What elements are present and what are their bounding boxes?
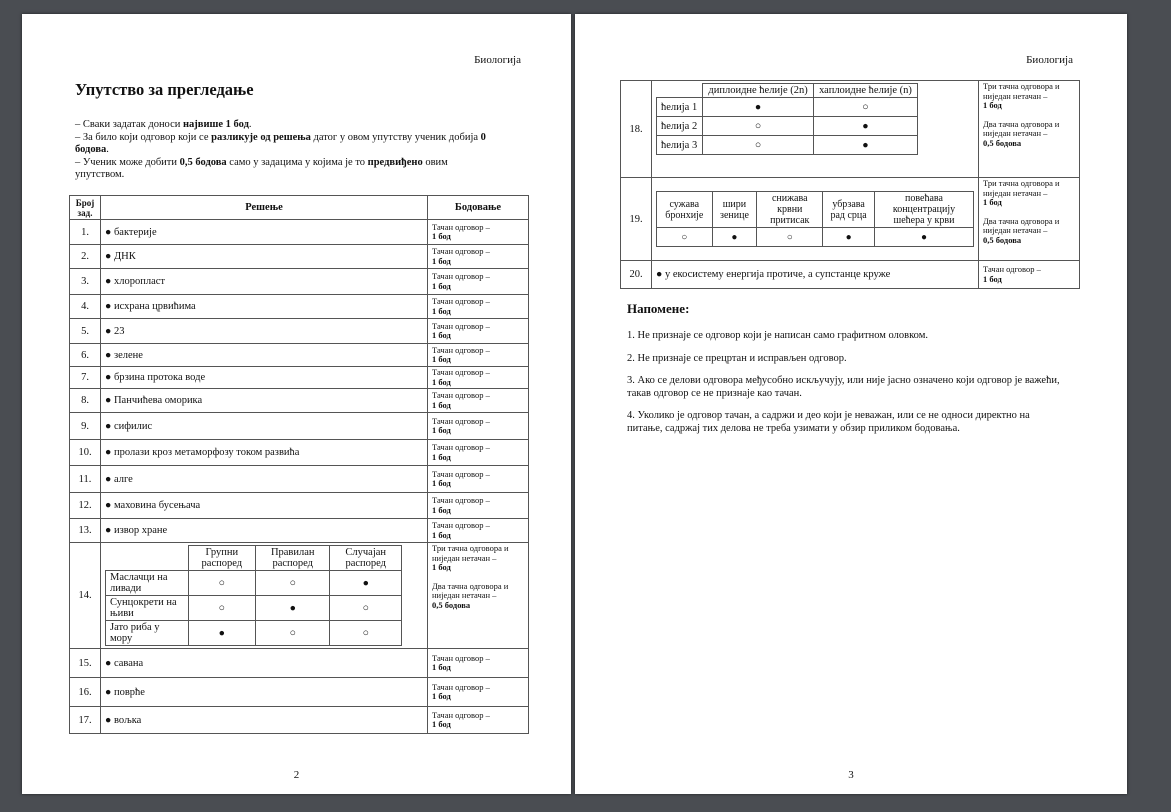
task-answer: ● пролази кроз метаморфозу током развића [101, 440, 428, 466]
score-cell: Тачан одговор – 1 бод [428, 220, 529, 245]
task-18-grid [656, 83, 918, 155]
task-number: 10. [70, 440, 101, 466]
grid-column-header: Групни распоред [188, 546, 255, 571]
task-number: 5. [70, 319, 101, 344]
notes-title: Напомене: [627, 301, 690, 316]
task-number: 4. [70, 295, 101, 319]
instruction-1: – Сваки задатак доноси највише 1 бод. [75, 119, 252, 130]
table-row [70, 413, 529, 440]
grid-row [657, 136, 918, 155]
running-head: Биологија [474, 54, 521, 66]
task-answer: ● Панчићева оморика [101, 389, 428, 413]
table-row [70, 649, 529, 678]
grid-row-label: Сунцокрети на њиви [106, 596, 189, 621]
task-number: 17. [70, 707, 101, 734]
answer-mark: ● [875, 228, 974, 247]
grid-column-header: диплоидне ћелије (2n) [703, 84, 814, 98]
instruction-3: – Ученик може добити 0,5 бодова само у задацима у којима је то предвиђено овим упутством. [75, 156, 448, 180]
table-row [70, 440, 529, 466]
task-answer: ● сифилис [101, 413, 428, 440]
answer-mark: ● [188, 621, 255, 646]
answer-mark: ● [330, 571, 402, 596]
answer-mark: ○ [330, 596, 402, 621]
score-cell: Тачан одговор – 1 бод [428, 519, 529, 543]
table-row [70, 678, 529, 707]
task-19-grid [656, 191, 974, 247]
answer-mark: ○ [188, 571, 255, 596]
task-answer: ● извор хране [101, 519, 428, 543]
task-19-answer [652, 178, 979, 261]
answer-mark: ● [712, 228, 757, 247]
task-number: 20. [621, 261, 652, 289]
score-cell: Тачан одговор – 1 бод [428, 295, 529, 319]
grid-row [106, 621, 402, 646]
answer-mark: ● [813, 136, 917, 155]
task-answer: ● вољка [101, 707, 428, 734]
page-2 [22, 14, 571, 794]
task-answer: ● 23 [101, 319, 428, 344]
answer-mark: ● [256, 596, 330, 621]
task-number: 19. [621, 178, 652, 261]
task-number: 2. [70, 245, 101, 269]
score-cell-multi: Три тачна одговора и ниједан нетачан – 1 бод Два тачна одговора и ниједан нетачан – 0,5 бодова [979, 178, 1080, 261]
answer-mark: ○ [256, 571, 330, 596]
task-number: 1. [70, 220, 101, 245]
table-row [70, 367, 529, 389]
grid-column-header: убрзава рад срца [823, 192, 875, 228]
table-row [70, 519, 529, 543]
grid-row-label: Јато риба у мору [106, 621, 189, 646]
grid-corner [106, 546, 189, 571]
note-item: 4. Уколико је одговор тачан, а садржи и део који је неважан, или се не односи директно на питање, садржај тих делова не треба узимати у обзир приликом бодовања. [627, 410, 1030, 434]
table-row [70, 389, 529, 413]
task-number: 14. [70, 543, 101, 649]
instruction-2: – За било који одговор који се разликује од решења датог у овом упутству ученик добија 0 бодова. [75, 131, 486, 155]
score-cell: Тачан одговор – 1 бод [428, 678, 529, 707]
answer-mark: ○ [703, 136, 814, 155]
task-number: 6. [70, 344, 101, 367]
instructions [75, 119, 495, 182]
table-row [70, 245, 529, 269]
task-answer: ● бактерије [101, 220, 428, 245]
score-cell: Тачан одговор – 1 бод [428, 649, 529, 678]
answer-mark: ○ [256, 621, 330, 646]
task-answer: ● у екосистему енергија протиче, а супстанце круже [652, 261, 979, 289]
table-row-20 [621, 261, 1080, 289]
table-row-18 [621, 81, 1080, 178]
score-cell: Тачан одговор – 1 бод [428, 245, 529, 269]
score-cell: Тачан одговор – 1 бод [428, 269, 529, 295]
solutions-table-continued [620, 80, 1080, 289]
task-answer: ● ДНК [101, 245, 428, 269]
task-answer: ● брзина протока воде [101, 367, 428, 389]
header-task-number: Број зад. [70, 196, 101, 220]
page-number: 2 [293, 769, 300, 781]
grid-row [106, 596, 402, 621]
table-row [70, 269, 529, 295]
grid-row [106, 571, 402, 596]
table-row [70, 295, 529, 319]
task-answer: ● савана [101, 649, 428, 678]
score-cell: Тачан одговор – 1 бод [979, 261, 1080, 289]
task-answer: ● зелене [101, 344, 428, 367]
table-row [70, 707, 529, 734]
task-number: 12. [70, 493, 101, 519]
score-cell: Тачан одговор – 1 бод [428, 707, 529, 734]
answer-mark: ● [813, 117, 917, 136]
task-14-answer [101, 543, 428, 649]
solutions-body [70, 220, 529, 734]
grid-row [657, 228, 974, 247]
grid-header-row [657, 84, 918, 98]
answer-mark: ○ [703, 117, 814, 136]
grid-column-header: снижава крвни притисак [757, 192, 823, 228]
score-cell: Тачан одговор – 1 бод [428, 367, 529, 389]
task-14-grid [105, 545, 402, 646]
score-cell: Тачан одговор – 1 бод [428, 413, 529, 440]
grid-row [657, 117, 918, 136]
task-number: 9. [70, 413, 101, 440]
grid-column-header: сужава бронхије [657, 192, 713, 228]
answer-mark: ○ [757, 228, 823, 247]
header-solution: Решење [101, 196, 428, 220]
grid-row-label: Маслачци на ливади [106, 571, 189, 596]
score-cell: Тачан одговор – 1 бод [428, 319, 529, 344]
grid-column-header: хаплоидне ћелије (n) [813, 84, 917, 98]
answer-mark: ● [703, 98, 814, 117]
grid-row-label: ћелија 2 [657, 117, 703, 136]
table-row [70, 466, 529, 493]
grid-column-header: Правилан распоред [256, 546, 330, 571]
grid-column-header: повећава концентрацију шећера у крви [875, 192, 974, 228]
task-answer: ● исхрана црвићима [101, 295, 428, 319]
table-row [70, 344, 529, 367]
task-number: 11. [70, 466, 101, 493]
score-cell-multi: Три тачна одговора и ниједан нетачан – 1 бод Два тачна одговора и ниједан нетачан – 0,5 бодова [428, 543, 529, 649]
task-number: 13. [70, 519, 101, 543]
task-number: 8. [70, 389, 101, 413]
score-cell: Тачан одговор – 1 бод [428, 440, 529, 466]
table-header-row [70, 196, 529, 220]
task-answer: ● поврће [101, 678, 428, 707]
answer-mark: ○ [188, 596, 255, 621]
grid-row-label: ћелија 3 [657, 136, 703, 155]
notes-section [627, 301, 1067, 445]
answer-mark: ○ [330, 621, 402, 646]
grid-column-header: Случајан распоред [330, 546, 402, 571]
score-cell: Тачан одговор – 1 бод [428, 466, 529, 493]
running-head: Биологија [1026, 54, 1073, 66]
answer-mark: ○ [813, 98, 917, 117]
answer-mark: ○ [657, 228, 713, 247]
score-cell: Тачан одговор – 1 бод [428, 344, 529, 367]
task-answer: ● маховина бусењача [101, 493, 428, 519]
page-number: 3 [848, 769, 854, 781]
page-3 [575, 14, 1127, 794]
score-cell: Тачан одговор – 1 бод [428, 389, 529, 413]
note-item: 1. Не признаје се одговор који је написан само графитном оловком. [627, 330, 928, 341]
grid-header-row [657, 192, 974, 228]
grid-column-header: шири зенице [712, 192, 757, 228]
grid-header-row [106, 546, 402, 571]
table-row [70, 493, 529, 519]
task-answer: ● хлоропласт [101, 269, 428, 295]
answer-mark: ● [823, 228, 875, 247]
score-cell-multi: Три тачна одговора и ниједан нетачан – 1 бод Два тачна одговора и ниједан нетачан – 0,5 бодова [979, 81, 1080, 178]
task-18-answer [652, 81, 979, 178]
table-row-19 [621, 178, 1080, 261]
table-row-14 [70, 543, 529, 649]
grid-corner [657, 84, 703, 98]
task-number: 16. [70, 678, 101, 707]
task-number: 3. [70, 269, 101, 295]
table-row [70, 220, 529, 245]
page-title: Упутство за прегледање [75, 80, 254, 99]
note-item: 3. Ако се делови одговора међусобно искључују, или није јасно означено који одговор је важећи, такав одговор се не признаје као тачан. [627, 375, 1060, 399]
score-cell: Тачан одговор – 1 бод [428, 493, 529, 519]
table-row [70, 319, 529, 344]
grid-row [657, 98, 918, 117]
task-number: 7. [70, 367, 101, 389]
solutions-table [69, 195, 529, 734]
task-number: 15. [70, 649, 101, 678]
header-scoring: Бодовање [428, 196, 529, 220]
task-number: 18. [621, 81, 652, 178]
task-answer: ● алге [101, 466, 428, 493]
note-item: 2. Не признаје се прецртан и исправљен одговор. [627, 352, 847, 364]
grid-row-label: ћелија 1 [657, 98, 703, 117]
